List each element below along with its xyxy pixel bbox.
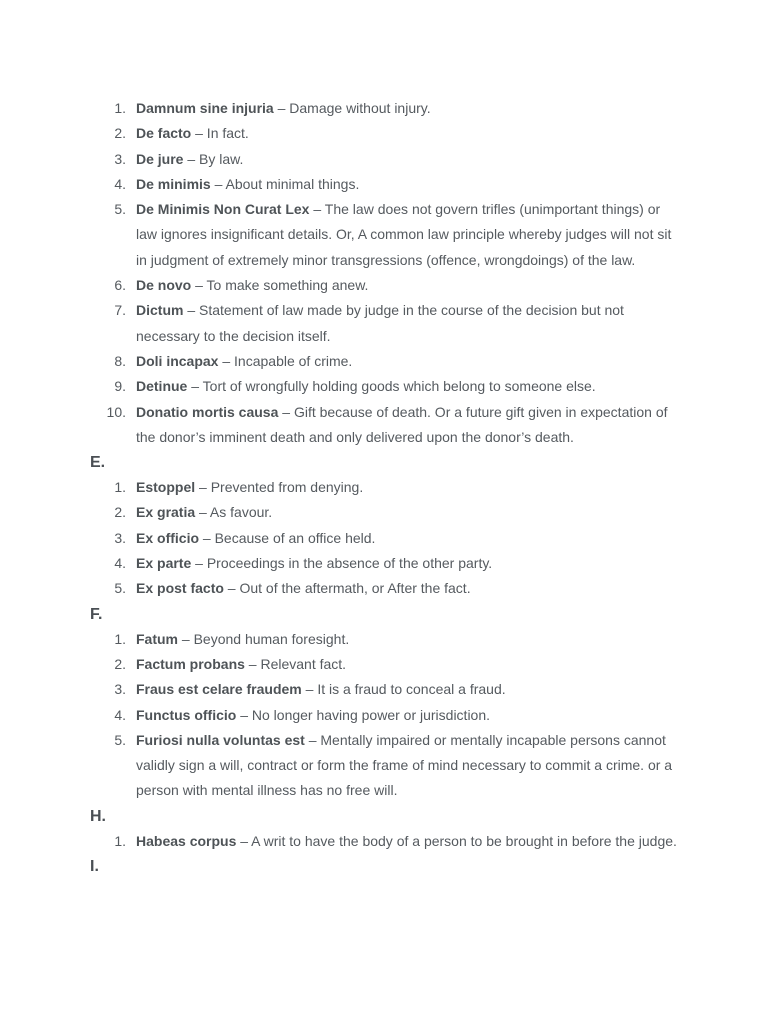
item-definition: – Tort of wrongfully holding goods which belong to someone else. (187, 378, 596, 395)
item-definition: – To make something anew. (191, 277, 369, 294)
item-term: Detinue (136, 378, 188, 395)
item-term: Factum probans (136, 655, 245, 672)
item-number: 5. (114, 731, 126, 748)
list-item (0, 576, 768, 601)
list-item (0, 677, 768, 702)
item-definition: – Mentally impaired or mentally incapable persons cannot validly sign a will, contract or form the frame of mind necessary to commit a crime. or a person with mental illness has no free will. (136, 731, 673, 799)
item-number: 1. (114, 630, 126, 647)
list-item (0, 147, 768, 172)
item-number: 1. (114, 832, 126, 849)
item-term: De jure (136, 150, 184, 167)
item-number: 1. (114, 479, 126, 496)
item-definition: – No longer having power or jurisdiction. (236, 706, 491, 723)
item-term: Damnum sine injuria (136, 100, 274, 116)
list-item (0, 349, 768, 374)
list-item (0, 627, 768, 652)
list-item (0, 703, 768, 728)
list-item (0, 500, 768, 525)
item-definition: – Out of the aftermath, or After the fact. (223, 580, 471, 597)
item-definition: – As favour. (195, 504, 273, 521)
item-definition: – By law. (183, 150, 244, 167)
item-definition: – Statement of law made by judge in the course of the decision but not necessary to the decision itself. (136, 302, 624, 344)
item-number: 8. (114, 352, 126, 369)
glossary-list-e (0, 475, 768, 601)
item-definition: – Prevented from denying. (195, 479, 364, 496)
item-number: 5. (114, 201, 126, 218)
list-item (0, 829, 768, 854)
list-item (0, 374, 768, 399)
item-definition: – Beyond human foresight. (178, 630, 350, 647)
list-item (0, 652, 768, 677)
item-number: 2. (114, 125, 126, 142)
list-item (0, 96, 768, 121)
item-term: Fatum (136, 630, 178, 647)
item-definition: – The law does not govern trifles (unimportant things) or law ignores insignificant details. Or, A common law principle whereby judges will not sit in judgment of extremely minor transgressions (offence, wrongdoings) of the law. (136, 201, 672, 268)
item-number: 4. (114, 706, 126, 723)
item-term: Ex parte (136, 555, 192, 572)
item-term: Fraus est celare fraudem (136, 681, 302, 698)
list-item (0, 475, 768, 500)
list-item (0, 197, 768, 273)
item-definition: – In fact. (191, 125, 249, 142)
item-term: De Minimis Non Curat Lex (136, 201, 310, 218)
item-number: 2. (114, 504, 126, 521)
item-number: 3. (114, 150, 126, 167)
list-item (0, 273, 768, 298)
item-definition: – About minimal things. (210, 175, 360, 192)
item-definition: – Relevant fact. (244, 655, 347, 672)
list-item (0, 400, 768, 451)
item-number: 3. (114, 681, 126, 698)
item-term: De novo (136, 277, 192, 294)
section-letter-e: E. (90, 454, 106, 472)
item-definition: – Because of an office held. (199, 529, 376, 546)
glossary-page (0, 96, 768, 879)
item-definition: – Incapable of crime. (218, 352, 353, 369)
item-definition: – Proceedings in the absence of the other party. (191, 555, 493, 572)
list-item (0, 172, 768, 197)
item-definition: – It is a fraud to conceal a fraud. (301, 681, 506, 698)
item-number: 4. (114, 555, 126, 572)
item-number: 3. (114, 529, 126, 546)
item-number: 5. (114, 580, 126, 597)
item-number: 6. (114, 277, 126, 294)
glossary-list-f (0, 627, 768, 804)
item-number: 2. (114, 655, 126, 672)
item-definition: – Damage without injury. (273, 100, 431, 116)
list-item (0, 551, 768, 576)
item-definition: – A writ to have the body of a person to be brought in before the judge. (236, 832, 677, 849)
item-term: Ex gratia (136, 504, 196, 521)
list-item (0, 121, 768, 146)
item-term: Donatio mortis causa (136, 403, 279, 420)
section-letter-f: F. (90, 605, 103, 623)
item-term: Dictum (136, 302, 184, 319)
item-term: Functus officio (136, 706, 237, 723)
item-number: 7. (114, 302, 126, 319)
list-item (0, 526, 768, 551)
item-number: 1. (114, 100, 126, 116)
item-term: De minimis (136, 175, 211, 192)
item-term: Doli incapax (136, 352, 219, 369)
glossary-list-h (0, 829, 768, 854)
glossary-list-d (0, 96, 768, 450)
item-term: Ex post facto (136, 580, 224, 597)
item-number: 9. (114, 378, 126, 395)
item-term: De facto (136, 125, 192, 142)
list-item (0, 298, 768, 349)
item-term: Ex officio (136, 529, 200, 546)
item-term: Estoppel (136, 479, 196, 496)
item-definition: – Gift because of death. Or a future gift given in expectation of the donor’s imminent death and only delivered upon the donor’s death. (136, 403, 668, 445)
section-letter-i: I. (90, 858, 99, 876)
item-number: 10. (106, 403, 126, 420)
item-number: 4. (114, 175, 126, 192)
item-term: Habeas corpus (136, 832, 237, 849)
list-item (0, 728, 768, 804)
section-letter-h: H. (90, 807, 106, 825)
item-term: Furiosi nulla voluntas est (136, 731, 305, 748)
